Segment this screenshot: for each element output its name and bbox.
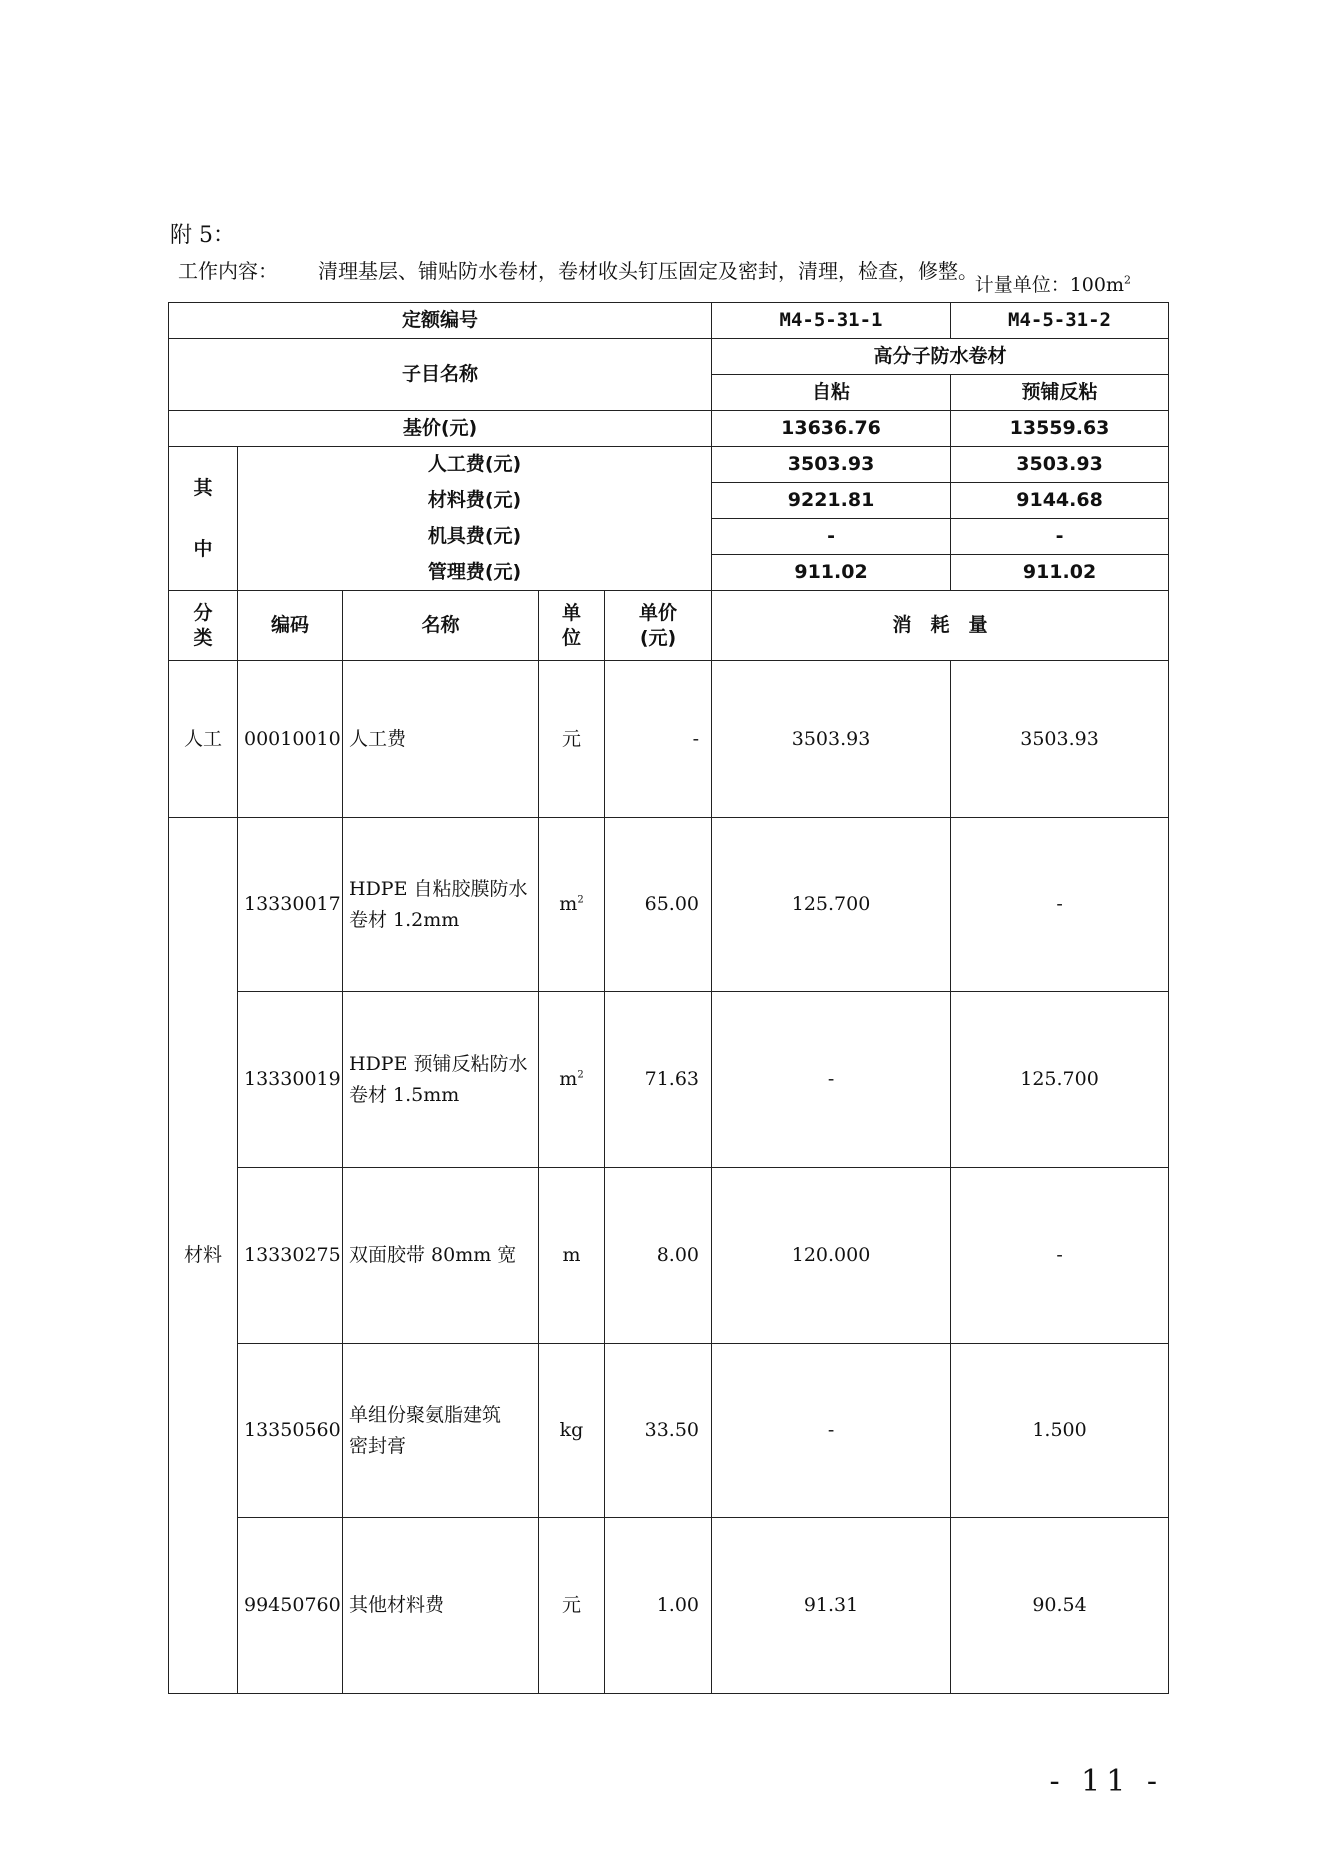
category-labor: 人工 <box>169 661 238 818</box>
breakdown-value: 3503.93 <box>712 447 951 483</box>
breakdown-label: 管理费(元) <box>238 555 712 591</box>
of-which-label <box>169 447 238 591</box>
breakdown-row <box>169 519 1169 555</box>
quota-code-row <box>169 303 1169 339</box>
row-code: 13330019 <box>238 992 343 1168</box>
row-unit: 元 <box>539 661 605 818</box>
variant-1: 自粘 <box>712 375 951 411</box>
breakdown-label: 人工费(元) <box>238 447 712 483</box>
breakdown-row <box>169 447 1169 483</box>
row-qty-2: - <box>951 1168 1169 1344</box>
row-qty-1: 91.31 <box>712 1518 951 1694</box>
table-row <box>169 661 1169 818</box>
row-unit <box>539 1518 605 1694</box>
measurement-unit <box>975 270 1131 297</box>
breakdown-value: 9144.68 <box>951 483 1169 519</box>
row-unit-text: 元 <box>561 1594 581 1617</box>
row-name <box>343 992 539 1168</box>
variant-2: 预铺反粘 <box>951 375 1169 411</box>
row-qty-1: 3503.93 <box>712 661 951 818</box>
row-name <box>343 1344 539 1518</box>
breakdown-value: - <box>712 519 951 555</box>
row-price: - <box>605 661 712 818</box>
header-code: 编码 <box>238 591 343 661</box>
row-unit <box>539 1344 605 1518</box>
row-name-line: 卷材 1.5mm <box>349 1083 460 1106</box>
base-price-label: 基价(元) <box>169 411 712 447</box>
breakdown-value: 3503.93 <box>951 447 1169 483</box>
quota-code-1: M4-5-31-1 <box>712 303 951 339</box>
row-code: 13330275 <box>238 1168 343 1344</box>
row-name-line: HDPE 自粘胶膜防水 <box>349 878 528 901</box>
base-price-2: 13559.63 <box>951 411 1169 447</box>
row-unit <box>539 818 605 992</box>
row-name <box>343 1518 539 1694</box>
row-name-line: 其他材料费 <box>349 1594 445 1617</box>
row-name-line: 双面胶带 80mm 宽 <box>349 1244 517 1267</box>
header-price <box>605 591 712 661</box>
row-qty-2: 1.500 <box>951 1344 1169 1518</box>
header-name: 名称 <box>343 591 539 661</box>
row-qty-1: - <box>712 992 951 1168</box>
header-price-line: (元) <box>639 626 677 649</box>
row-price: 1.00 <box>605 1518 712 1694</box>
header-unit <box>539 591 605 661</box>
row-name-line: 卷材 1.2mm <box>349 908 460 931</box>
work-content <box>178 255 978 284</box>
row-name-line: 人工费 <box>349 727 407 750</box>
row-unit-text: m <box>562 1244 581 1267</box>
header-category-line: 分 <box>193 601 213 624</box>
work-content-label: 工作内容： <box>178 259 278 283</box>
page-number: - 11 - <box>1049 1764 1163 1799</box>
of-which-char-2: 中 <box>193 537 213 560</box>
row-qty-1: 120.000 <box>712 1168 951 1344</box>
header-category <box>169 591 238 661</box>
breakdown-value: - <box>951 519 1169 555</box>
row-code: 13350560 <box>238 1344 343 1518</box>
base-price-row <box>169 411 1169 447</box>
row-unit-text: kg <box>559 1419 584 1442</box>
table-row <box>169 1518 1169 1694</box>
quota-table <box>168 302 1169 1694</box>
row-unit-sup: 2 <box>577 1069 584 1081</box>
row-unit-sup: 2 <box>577 894 584 906</box>
row-qty-1: - <box>712 1344 951 1518</box>
row-price: 71.63 <box>605 992 712 1168</box>
row-name <box>343 1168 539 1344</box>
row-price: 8.00 <box>605 1168 712 1344</box>
row-name-line: HDPE 预铺反粘防水 <box>349 1053 528 1076</box>
column-header-row <box>169 591 1169 661</box>
of-which-char-1: 其 <box>193 476 213 499</box>
row-code: 00010010 <box>238 661 343 818</box>
breakdown-row <box>169 555 1169 591</box>
row-qty-1: 125.700 <box>712 818 951 992</box>
header-price-line: 单价 <box>639 601 678 624</box>
row-qty-2: 90.54 <box>951 1518 1169 1694</box>
row-name <box>343 818 539 992</box>
row-unit <box>539 992 605 1168</box>
row-price: 65.00 <box>605 818 712 992</box>
header-unit-line: 单 <box>561 601 581 624</box>
table-row <box>169 1344 1169 1518</box>
row-qty-2: - <box>951 818 1169 992</box>
row-name-line: 单组份聚氨脂建筑 <box>349 1404 502 1427</box>
row-qty-2: 125.700 <box>951 992 1169 1168</box>
row-name-line: 密封膏 <box>349 1434 407 1457</box>
breakdown-value: 9221.81 <box>712 483 951 519</box>
breakdown-value: 911.02 <box>712 555 951 591</box>
breakdown-row <box>169 483 1169 519</box>
item-name-row <box>169 339 1169 375</box>
header-consumption: 消 耗 量 <box>712 591 1169 661</box>
table-row <box>169 992 1169 1168</box>
category-materials: 材料 <box>169 818 238 1694</box>
material-rows <box>169 818 1169 1694</box>
breakdown-label: 机具费(元) <box>238 519 712 555</box>
unit-sup: 2 <box>1124 273 1131 287</box>
row-price: 33.50 <box>605 1344 712 1518</box>
table-row <box>169 818 1169 992</box>
row-code: 13330017 <box>238 818 343 992</box>
header-unit-line: 位 <box>561 626 581 649</box>
quota-code-2: M4-5-31-2 <box>951 303 1169 339</box>
row-name <box>343 661 539 818</box>
item-name-label: 子目名称 <box>169 339 712 411</box>
table-row <box>169 1168 1169 1344</box>
base-price-1: 13636.76 <box>712 411 951 447</box>
group-name: 高分子防水卷材 <box>712 339 1169 375</box>
header-category-line: 类 <box>193 626 213 649</box>
quota-label: 定额编号 <box>169 303 712 339</box>
row-unit-text: m <box>559 1068 578 1091</box>
row-code: 99450760 <box>238 1518 343 1694</box>
work-content-text: 清理基层、铺贴防水卷材，卷材收头钉压固定及密封，清理，检查，修整。 <box>318 259 978 283</box>
row-qty-2: 3503.93 <box>951 661 1169 818</box>
unit-text: 计量单位：100m <box>974 274 1124 296</box>
row-unit-text: m <box>559 893 578 916</box>
breakdown-value: 911.02 <box>951 555 1169 591</box>
appendix-label: 附 5： <box>170 223 235 248</box>
breakdown-label: 材料费(元) <box>238 483 712 519</box>
row-unit <box>539 1168 605 1344</box>
